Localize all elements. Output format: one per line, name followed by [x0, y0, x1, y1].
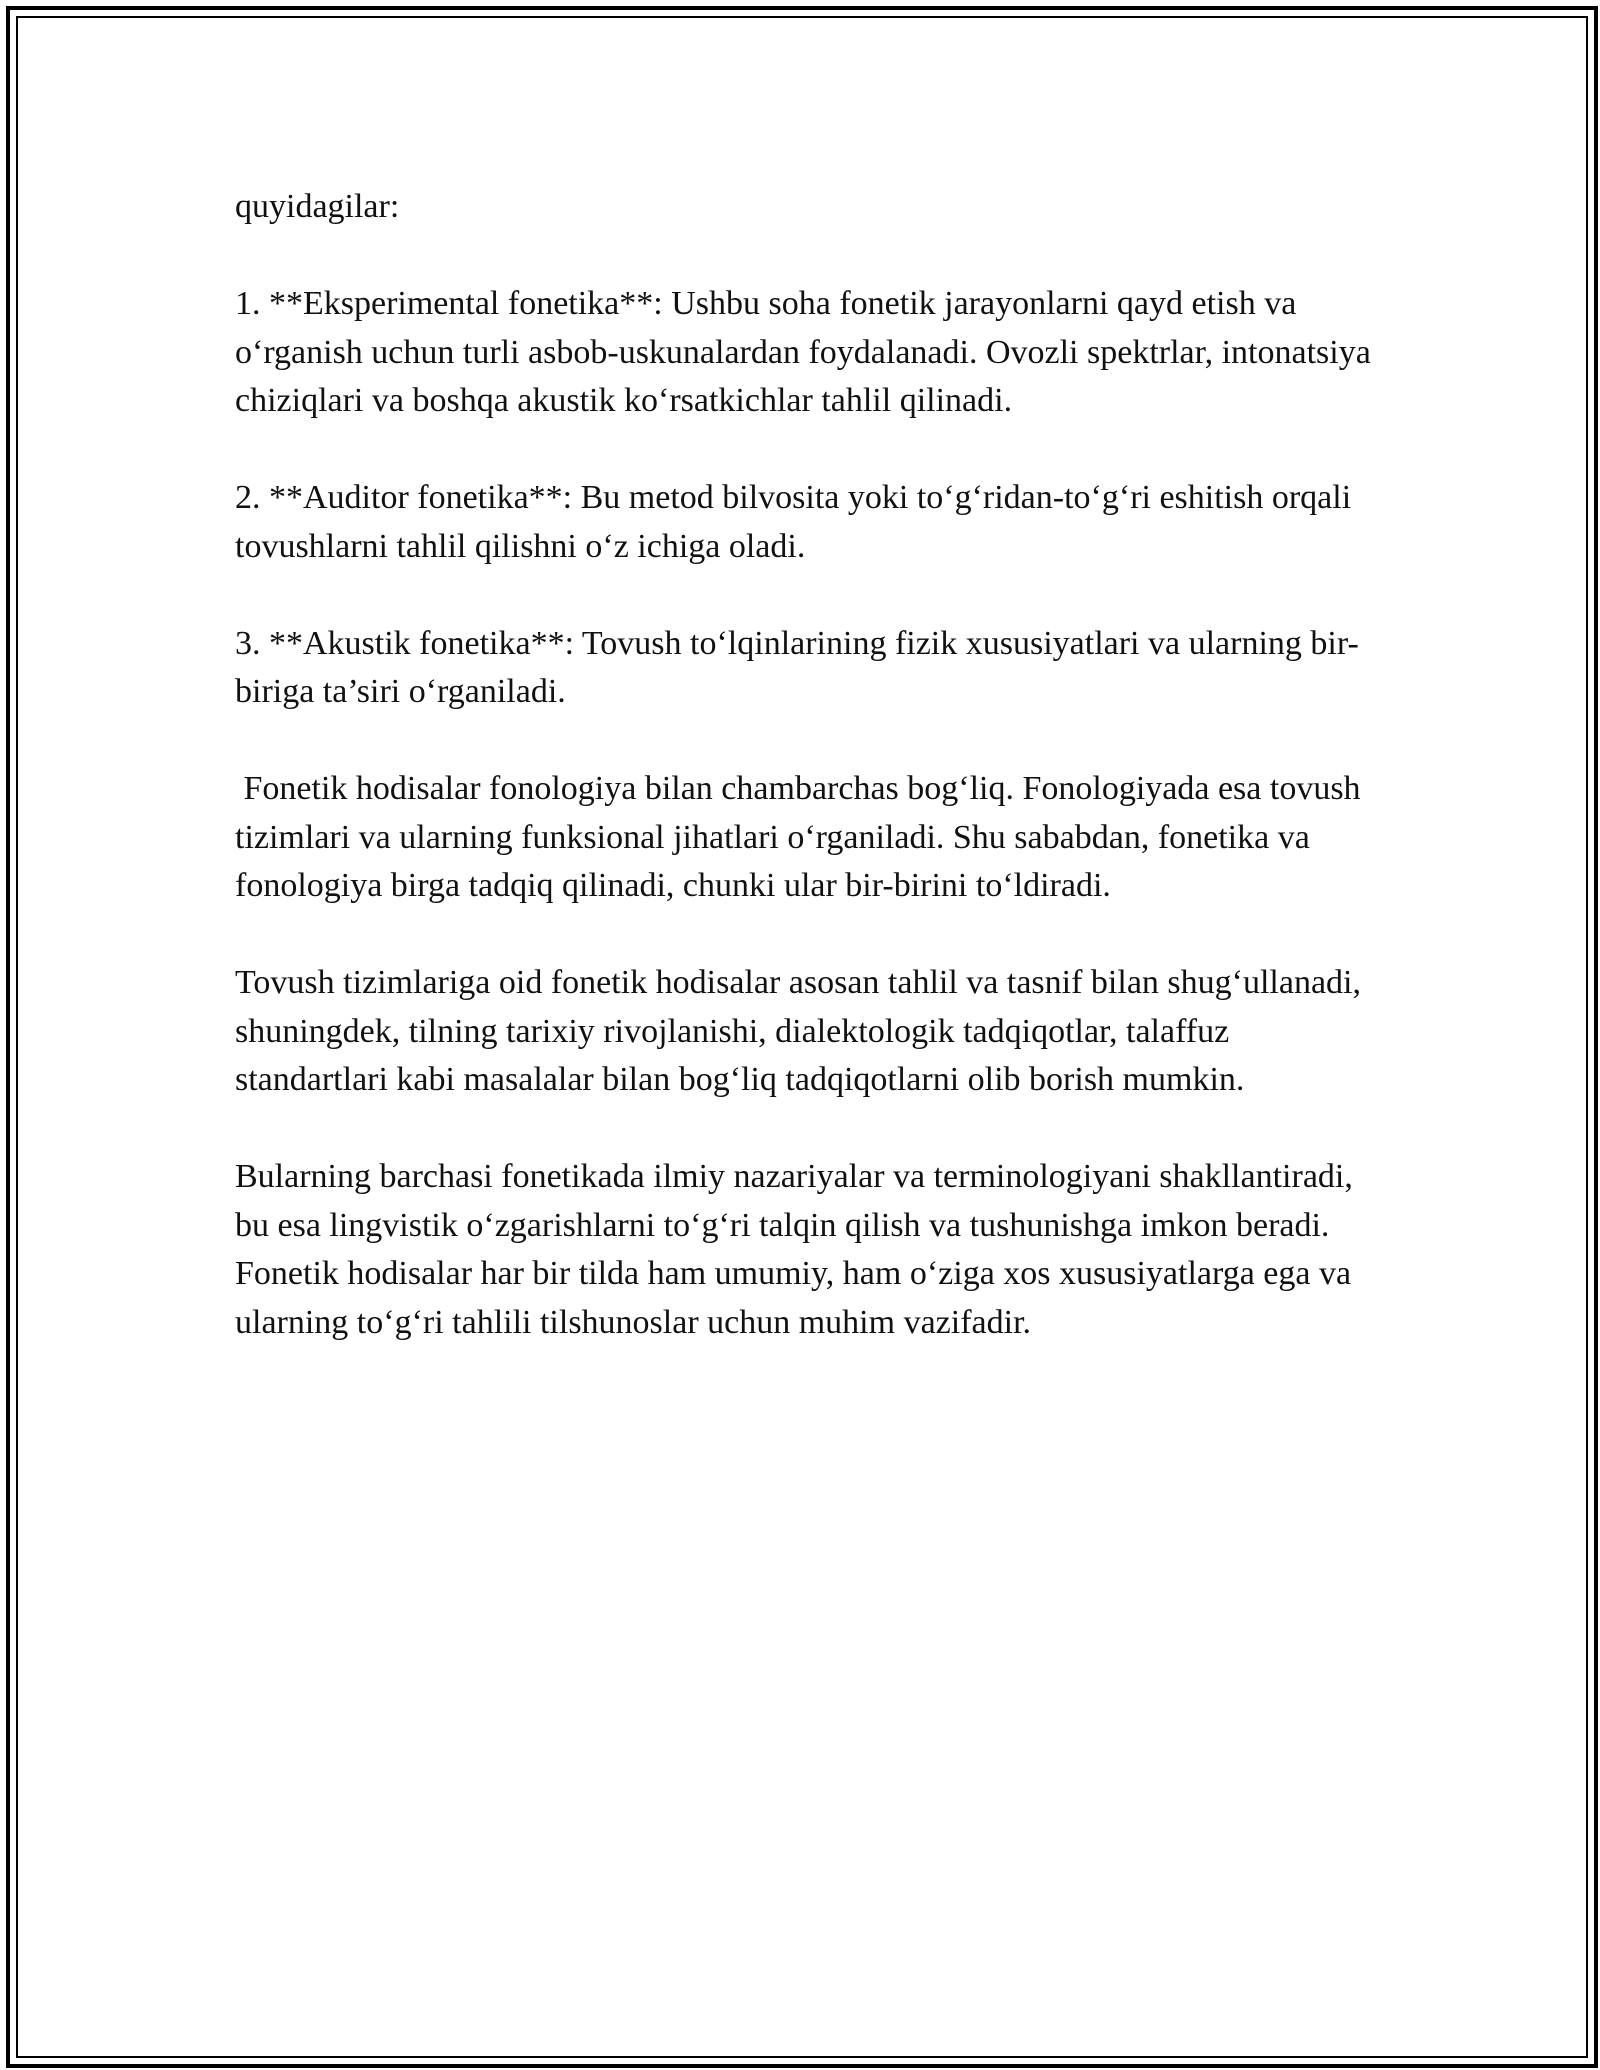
paragraph-auditory-phonetics: 2. **Auditor fonetika**: Bu metod bilvosita yoki to‘g‘ridan-to‘g‘ri eshitish orqali tovushlarni tahlil qilishni o‘z ichiga oladi. [235, 479, 1360, 565]
paragraph-acoustic-phonetics: 3. **Akustik fonetika**: Tovush to‘lqinlarining fizik xususiyatlari va ularning bir-biriga ta’siri o‘rganiladi. [235, 624, 1359, 710]
paragraph-conclusion: Bularning barchasi fonetikada ilmiy nazariyalar va terminologiyani shakllantiradi, bu esa lingvistik o‘zgarishlarni to‘g‘ri talqin qilish va tushunishga imkon beradi. Fonetik hodisalar har bir tilda ham umumiy, ham o‘ziga xos xususiyatlarga ega va ularning to‘g‘ri tahlili tilshunoslar uchun muhim vazifadir. [235, 1158, 1362, 1341]
paragraph-phonology: Fonetik hodisalar fonologiya bilan chambarchas bog‘liq. Fonologiyada esa tovush tizimlari va ularning funksional jihatlari o‘rganiladi. Shu sababdan, fonetika va fonologiya birga tadqiq qilinadi, chunki ular bir-birini to‘ldiradi. [235, 770, 1370, 904]
paragraph-intro: quyidagilar: [235, 188, 400, 225]
document-body [235, 183, 1380, 1347]
paragraph-experimental-phonetics: 1. **Eksperimental fonetika**: Ushbu soha fonetik jarayonlarni qayd etish va o‘rganish uchun turli asbob-uskunalardan foydalanadi. Ovozli spektrlar, intonatsiya chiziqlari va boshqa akustik ko‘rsatkichlar tahlil qilinadi. [235, 285, 1380, 419]
paragraph-sound-systems: Tovush tizimlariga oid fonetik hodisalar asosan tahlil va tasnif bilan shug‘ullanadi, shuningdek, tilning tarixiy rivojlanishi, dialektologik tadqiqotlar, talaffuz standartlari kabi masalalar bilan bog‘liq tadqiqotlarni olib borish mumkin. [235, 964, 1370, 1098]
